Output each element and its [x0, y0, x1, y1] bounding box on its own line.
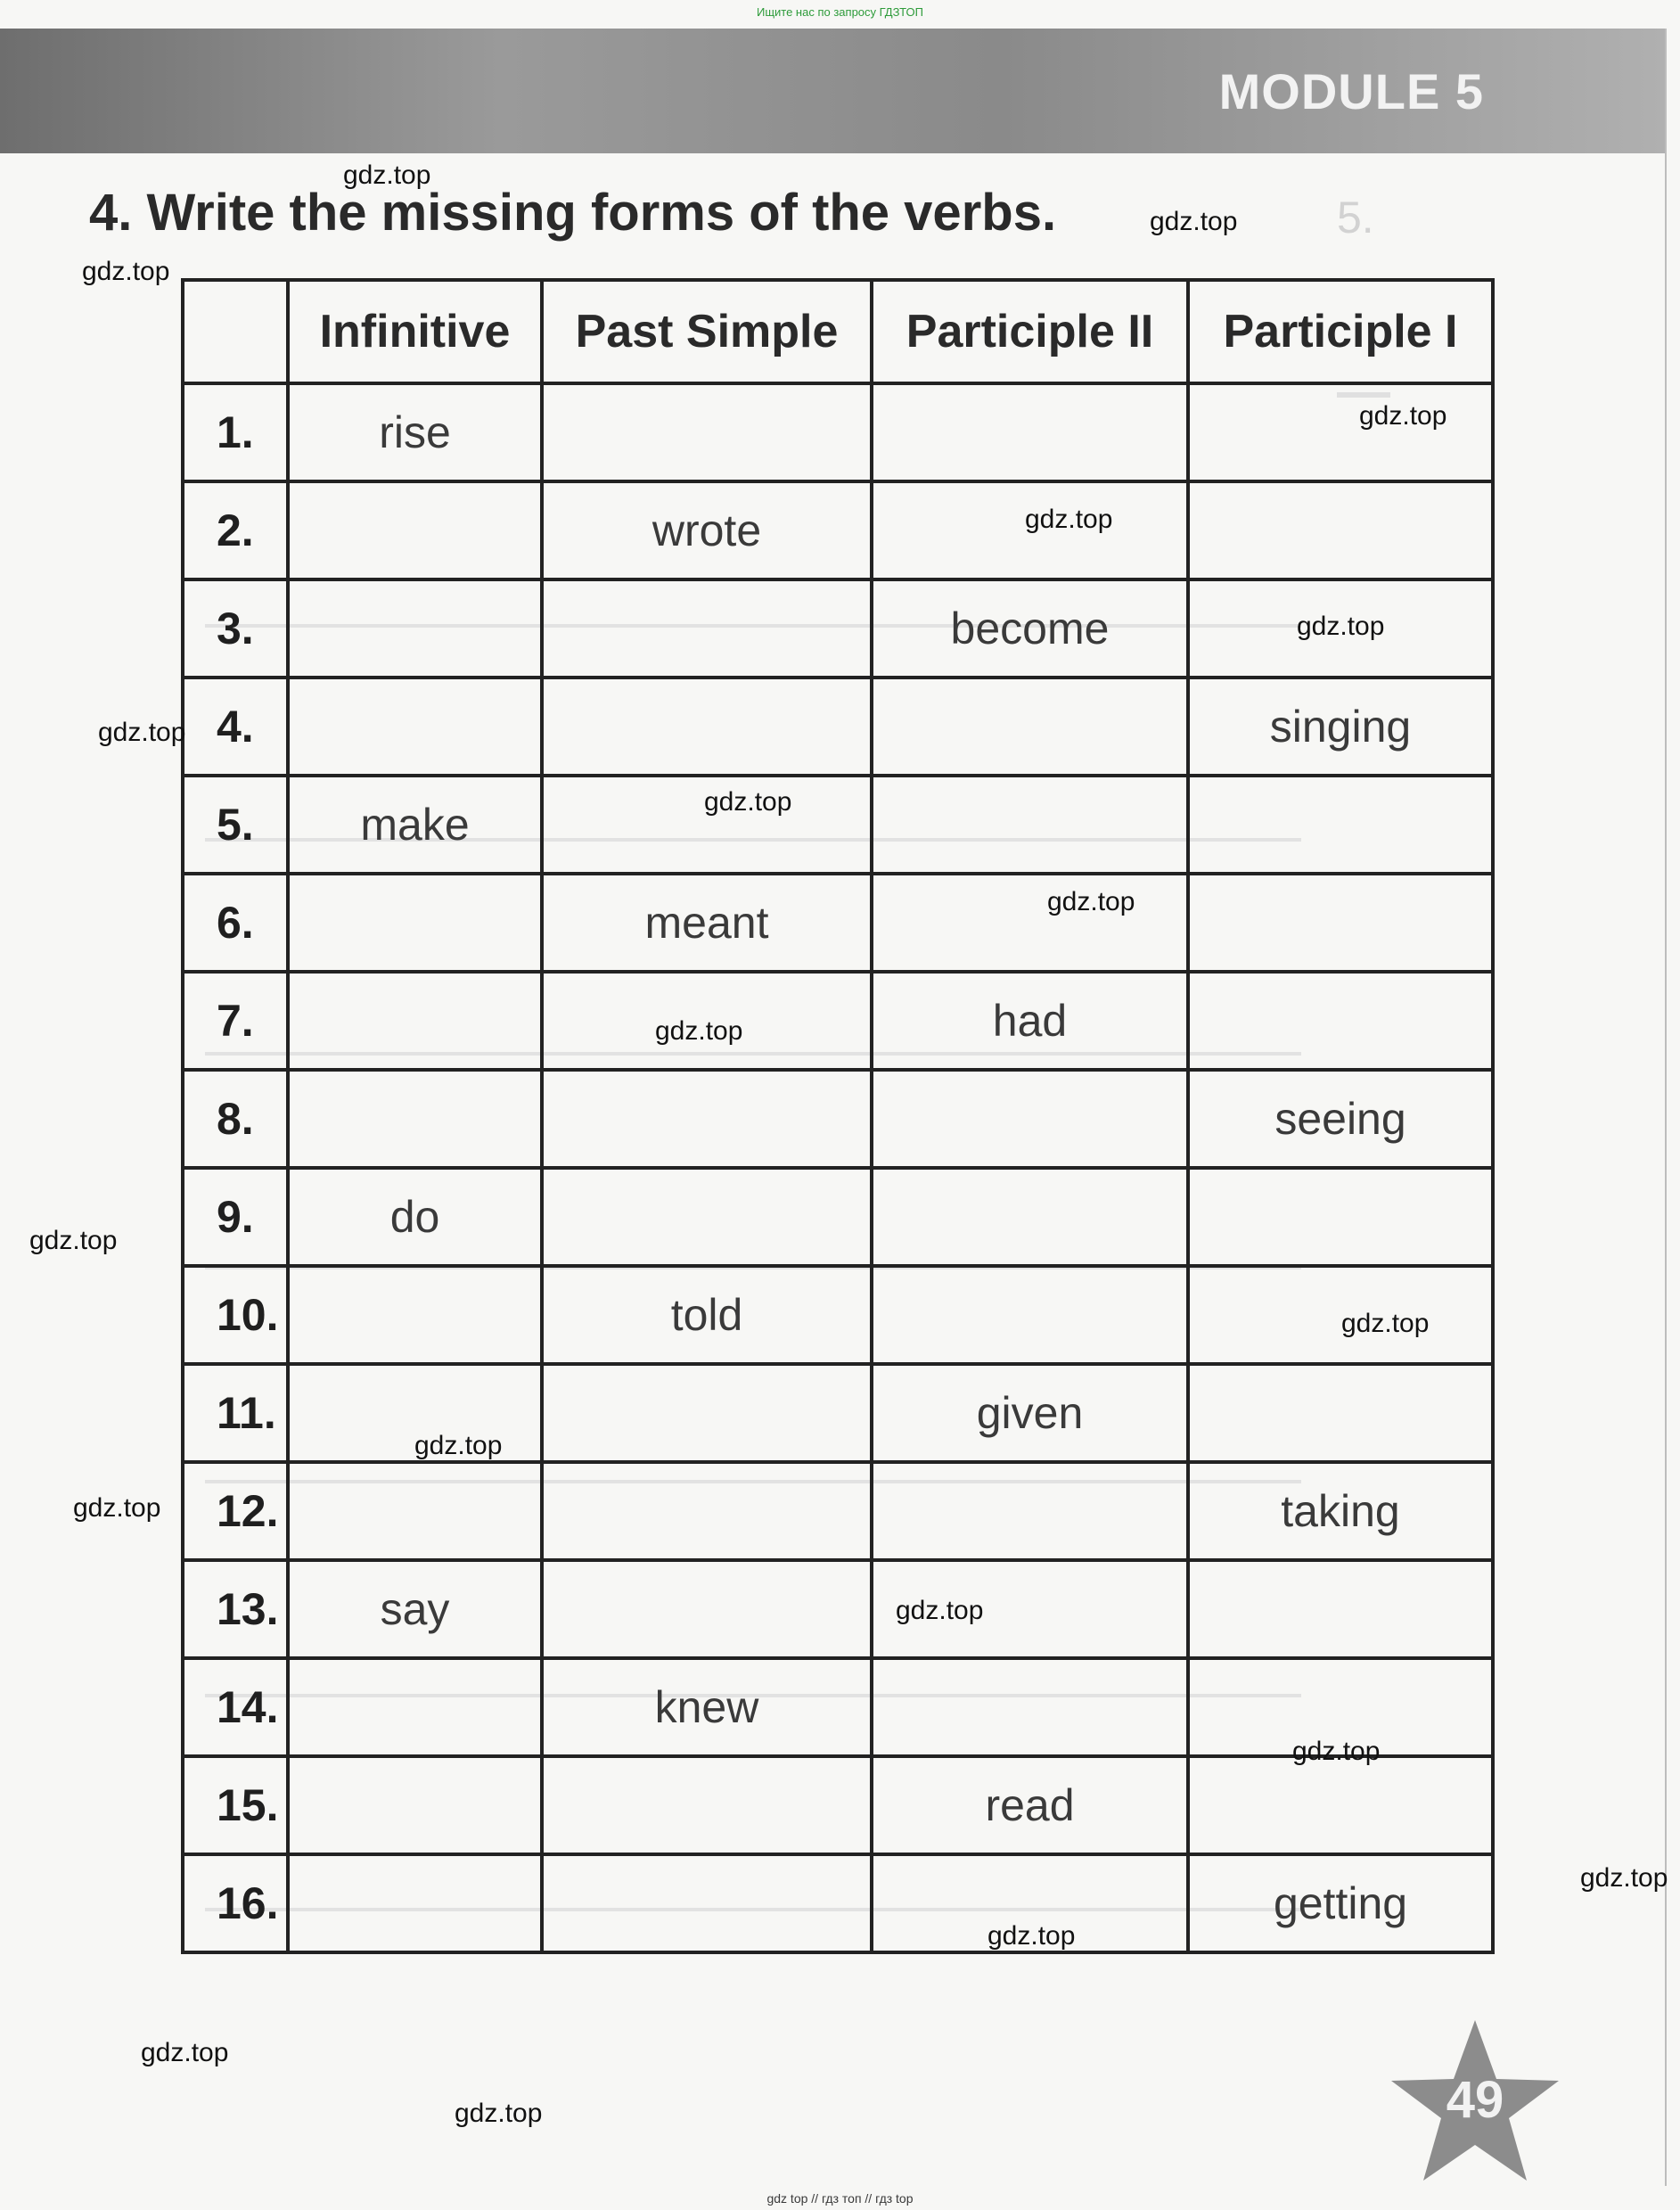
cell-infinitive — [288, 1266, 542, 1364]
cell-participle-i — [1188, 1364, 1493, 1462]
watermark: gdz.top — [896, 1596, 984, 1625]
watermark: gdz.top — [1580, 1863, 1668, 1893]
cell-infinitive — [288, 1462, 542, 1560]
verb-forms-table — [181, 278, 1495, 1954]
cell-participle-ii — [872, 874, 1188, 972]
watermark: gdz.top — [704, 787, 792, 817]
cell-past-simple — [542, 1756, 872, 1854]
cell-past-simple — [542, 1364, 872, 1462]
cell-infinitive — [288, 481, 542, 579]
page-number: 49 — [1446, 2071, 1504, 2129]
row-number: 5. — [183, 776, 288, 874]
cell-participle-i — [1188, 776, 1493, 874]
table-row — [183, 481, 1493, 579]
row-number: 9. — [183, 1168, 288, 1266]
row-number: 13. — [183, 1560, 288, 1658]
row-number: 8. — [183, 1070, 288, 1168]
row-number: 3. — [183, 579, 288, 678]
cell-past-simple — [542, 1168, 872, 1266]
table-row — [183, 776, 1493, 874]
cell-past-simple — [542, 579, 872, 678]
row-number: 14. — [183, 1658, 288, 1756]
header-number — [183, 280, 288, 383]
watermark: gdz.top — [1341, 1309, 1430, 1338]
watermark: gdz.top — [455, 2099, 543, 2128]
row-number: 1. — [183, 383, 288, 481]
cell-infinitive: do — [288, 1168, 542, 1266]
cell-participle-i — [1188, 481, 1493, 579]
cell-participle-i — [1188, 972, 1493, 1070]
row-number: 2. — [183, 481, 288, 579]
table-row — [183, 1854, 1493, 1952]
page-edge — [1665, 29, 1667, 2186]
row-number: 4. — [183, 678, 288, 776]
watermark: gdz.top — [988, 1921, 1076, 1951]
watermark: gdz.top — [141, 2038, 229, 2067]
watermark: gdz.top — [414, 1431, 503, 1460]
cell-participle-ii — [872, 383, 1188, 481]
cell-participle-i: singing — [1188, 678, 1493, 776]
cell-participle-ii — [872, 1462, 1188, 1560]
cell-participle-i — [1188, 1266, 1493, 1364]
row-number: 10. — [183, 1266, 288, 1364]
row-number: 6. — [183, 874, 288, 972]
cell-infinitive — [288, 972, 542, 1070]
table-row — [183, 1462, 1493, 1560]
cell-past-simple: told — [542, 1266, 872, 1364]
cell-participle-i — [1188, 874, 1493, 972]
watermark: gdz.top — [73, 1493, 161, 1523]
watermark: gdz.top — [1025, 505, 1113, 534]
table-row — [183, 383, 1493, 481]
row-number: 16. — [183, 1854, 288, 1952]
module-title: MODULE 5 — [1218, 63, 1484, 119]
cell-participle-i: getting — [1188, 1854, 1493, 1952]
header-participle-i: Participle I — [1188, 280, 1493, 383]
cell-past-simple: wrote — [542, 481, 872, 579]
cell-infinitive — [288, 874, 542, 972]
cell-past-simple — [542, 1560, 872, 1658]
table-row — [183, 1168, 1493, 1266]
row-number: 15. — [183, 1756, 288, 1854]
cell-participle-i — [1188, 1560, 1493, 1658]
watermark: gdz.top — [82, 257, 170, 286]
watermark: gdz.top — [343, 160, 431, 190]
cell-participle-i — [1188, 383, 1493, 481]
cell-participle-ii: become — [872, 579, 1188, 678]
cell-participle-ii — [872, 678, 1188, 776]
header-infinitive: Infinitive — [288, 280, 542, 383]
cell-past-simple: knew — [542, 1658, 872, 1756]
watermark: gdz.top — [29, 1226, 118, 1255]
table-row — [183, 1560, 1493, 1658]
cell-participle-ii — [872, 1266, 1188, 1364]
watermark: gdz.top — [1047, 887, 1135, 916]
table-row — [183, 874, 1493, 972]
row-number: 7. — [183, 972, 288, 1070]
cell-participle-i — [1188, 1756, 1493, 1854]
table-row — [183, 1070, 1493, 1168]
cell-participle-ii: read — [872, 1756, 1188, 1854]
watermark: gdz.top — [98, 718, 186, 747]
cell-participle-i — [1188, 1168, 1493, 1266]
watermark: gdz.top — [1359, 401, 1447, 431]
task-title: 4. Write the missing forms of the verbs. — [89, 184, 1057, 242]
cell-infinitive: rise — [288, 383, 542, 481]
cell-infinitive — [288, 1070, 542, 1168]
table-row — [183, 972, 1493, 1070]
watermark: gdz.top — [1297, 612, 1385, 641]
cell-participle-ii — [872, 1070, 1188, 1168]
cell-past-simple — [542, 1070, 872, 1168]
table-row — [183, 1756, 1493, 1854]
top-note: Ищите нас по запросу ГДЗТОП — [756, 5, 923, 19]
watermark: gdz.top — [1292, 1737, 1381, 1766]
cell-past-simple — [542, 383, 872, 481]
header-participle-ii: Participle II — [872, 280, 1188, 383]
cell-infinitive — [288, 678, 542, 776]
cell-infinitive: make — [288, 776, 542, 874]
cell-infinitive — [288, 1658, 542, 1756]
row-number: 12. — [183, 1462, 288, 1560]
table-header-row — [183, 280, 1493, 383]
table-row — [183, 1266, 1493, 1364]
cell-infinitive — [288, 1756, 542, 1854]
cell-participle-i: seeing — [1188, 1070, 1493, 1168]
cell-infinitive — [288, 579, 542, 678]
cell-participle-ii — [872, 1168, 1188, 1266]
cell-past-simple — [542, 1462, 872, 1560]
watermark: gdz.top — [655, 1016, 743, 1046]
table-row — [183, 1364, 1493, 1462]
cell-past-simple — [542, 678, 872, 776]
cell-infinitive — [288, 1854, 542, 1952]
cell-participle-ii — [872, 1658, 1188, 1756]
cell-participle-ii: given — [872, 1364, 1188, 1462]
table-row — [183, 678, 1493, 776]
cell-participle-ii: had — [872, 972, 1188, 1070]
cell-past-simple: meant — [542, 874, 872, 972]
header-past-simple: Past Simple — [542, 280, 872, 383]
cell-infinitive: say — [288, 1560, 542, 1658]
bottom-note: gdz top // гдз топ // гдз top — [766, 2191, 914, 2206]
cell-participle-ii — [872, 776, 1188, 874]
cell-participle-i: taking — [1188, 1462, 1493, 1560]
cell-past-simple — [542, 1854, 872, 1952]
watermark: gdz.top — [1150, 207, 1238, 236]
row-number: 11. — [183, 1364, 288, 1462]
